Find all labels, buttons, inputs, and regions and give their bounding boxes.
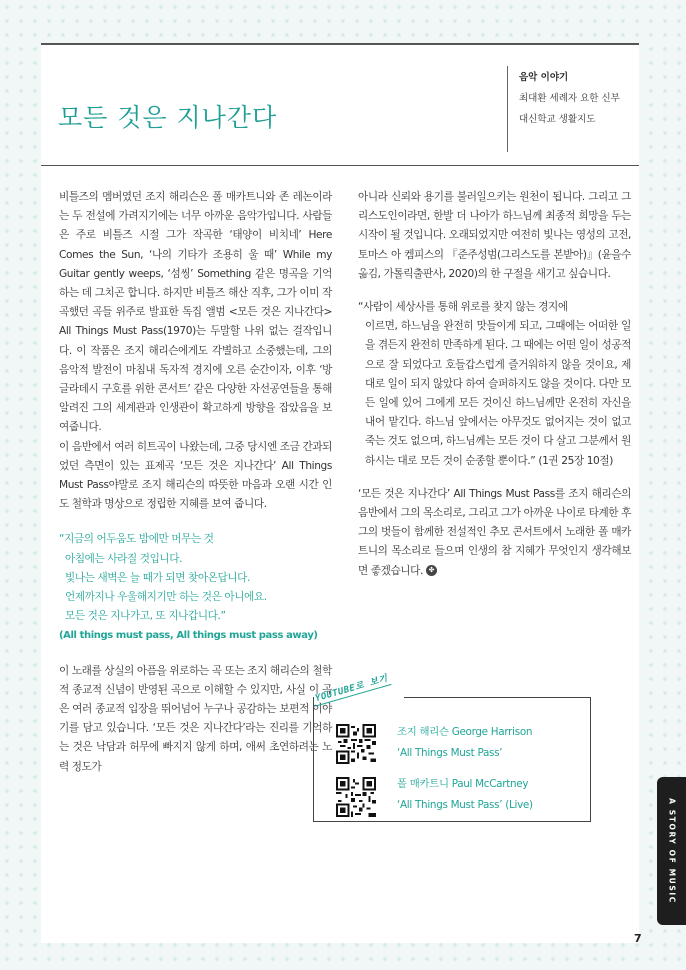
youtube-tag: YOUTUBE로 보기 xyxy=(311,670,391,706)
lyric-line: 아침에는 사라질 것입니다. xyxy=(65,552,183,565)
body-paragraph: 아니라 신뢰와 용기를 불러일으키는 원천이 됩니다. 그리고 그리스도인이라면, 한발 더 나아가 하느님께 최종적 희망을 두는 시작이 될 것입니다. 오래되었지만 여전히 빛나는 영성의 고전, 토마스 아 켐피스의 『준주성범(그리스도를 본받아)』(윤을수 옮김, 가톨릭출판사, 2020)의 한 구절을 새기고 싶습니다. xyxy=(358,191,631,280)
article-title: 모든 것은 지나간다 xyxy=(58,102,278,132)
qr-code-icon[interactable] xyxy=(336,777,376,817)
lyric-line: “지금의 어두움도 밤에만 머무는 것 xyxy=(59,533,214,546)
book-quote-first-line: “사람이 세상사를 통해 위로를 찾지 않는 경지에 xyxy=(358,301,568,314)
byline xyxy=(519,67,620,130)
song-title: ‘All Things Must Pass’ (Live) xyxy=(397,799,533,811)
section-tab-label: A STORY OF MUSIC xyxy=(667,798,676,904)
body-paragraph: 이 노래를 상실의 아픔을 위로하는 곡 또는 조지 해리슨의 철학적 종교적 신념이 반영된 곡으로 이해할 수 있지만, 사실 이 곡은 여러 종교적 입장을 뛰어넘어 누구나 공감하는 보편적 이야기를 담고 있습니다. ‘모든 것은 지나간다’라는 진리를 기억하는 것은 낙담과 허무에 빠지지 않게 하며, 애써 초연하려는 노력 정도가 xyxy=(59,664,332,773)
book-quote xyxy=(358,298,631,471)
lyric-line: 모든 것은 지나가고, 또 지나갑니다.” xyxy=(65,610,226,623)
body-paragraph xyxy=(358,485,631,581)
artist-name: 폴 매카트니 Paul McCartney xyxy=(397,778,529,790)
qr-code-icon[interactable] xyxy=(336,724,376,764)
lyric-english: (All things must pass, All things must pass away) xyxy=(59,630,318,642)
body-paragraph: 비틀즈의 멤버였던 조지 해리슨은 폴 매카트니와 존 레논이라는 두 전설에 가려지기에는 너무 아까운 음악가입니다. 사람들은 주로 비틀즈 시절 그가 작곡한 ‘태양이 비치네’ Here Comes the Sun, ‘나의 기타가 조용히 울 때’ While my Guitar gently weeps, ‘섬씽’ Something 같은 명곡을 기억하는 데 그치곤 합니다. 하지만 비틀즈 해산 직후, 그가 이미 작곡했던 곡들 위주로 발표한 독집 앨범 <모든 것은 지나간다> All Things Must Pass(1970)는 두말할 나위 없는 걸작입니다. 이 작품은 조지 해리슨에게도 각별하고 소중했는데, 그의 음악적 발전이 마침내 독자적 경지에 오른 순간이자, 이후 ‘방글라데시 구호를 위한 콘서트’ 같은 다양한 자선공연들을 통해 알려진 그의 세계관과 인생관이 확고하게 방향을 잡았음을 보여줍니다. xyxy=(59,191,332,434)
youtube-link-george[interactable] xyxy=(397,722,532,764)
section-tab xyxy=(657,777,686,925)
youtube-link-paul[interactable] xyxy=(397,774,533,816)
author-affiliation: 대신학교 생활지도 xyxy=(519,114,596,125)
category-label: 음악 이야기 xyxy=(519,72,569,83)
artist-name: 조지 해리슨 George Harrison xyxy=(397,726,533,738)
header-divider xyxy=(507,66,508,152)
author-name: 최대환 세례자 요한 신부 xyxy=(519,93,620,104)
lyric-line: 빛나는 새벽은 늘 때가 되면 찾아온답니다. xyxy=(65,571,250,584)
page-number: 7 xyxy=(634,932,642,945)
end-mark-icon: ✤ xyxy=(426,565,437,576)
lyric-line: 언제까지나 우울해지기만 하는 것은 아니에요. xyxy=(65,591,267,604)
top-rule xyxy=(41,43,639,45)
left-column xyxy=(59,188,332,777)
song-title: ‘All Things Must Pass’ xyxy=(397,747,503,759)
lyric-quote xyxy=(59,530,332,645)
book-quote-body: 이르면, 하느님을 완전히 맛들이게 되고, 그때에는 어떠한 일을 겪든지 완전히 만족하게 된다. 그 때에는 어떤 일이 성공적으로 잘 되었다고 호들갑스럽게 즐거워하지 않을 것이요, 제대로 일이 되지 않았다 하여 슬퍼하지도 않을 것이다. 다만 모든 일에 있어 그에게 모든 것이신 하느님께만 온전히 자신을 내어 맡긴다. 하느님 앞에서는 아무것도 없어지는 것이 없고 죽는 것도 없으며, 하느님께는 모든 것이 다 살고 그분께서 원하시는 대로 모든 것이 순종할 뿐이다.” (1권 25장 10절) xyxy=(365,320,631,467)
header-rule xyxy=(41,165,639,166)
right-column xyxy=(358,188,631,581)
youtube-box xyxy=(313,673,591,822)
body-paragraph: 이 음반에서 여러 히트곡이 나왔는데, 그중 당시엔 조금 간과되었던 측면이 있는 표제곡 ‘모든 것은 지나간다’ All Things Must Pass야말로 조지 해리슨의 따뜻한 마음과 오랜 시간 인도 철학과 명상으로 정립한 지혜를 보여 줍니다. xyxy=(59,440,332,511)
closing-paragraph: ‘모든 것은 지나간다’ All Things Must Pass를 조지 해리슨의 음반에서 그의 목소리로, 그리고 그가 아까운 나이로 타계한 후 그의 벗들이 함께한 전설적인 추모 콘서트에서 노래한 폴 매카트니의 목소리로 들으며 인생의 참 지혜가 무엇인지 생각해보면 좋겠습니다. xyxy=(358,487,631,577)
